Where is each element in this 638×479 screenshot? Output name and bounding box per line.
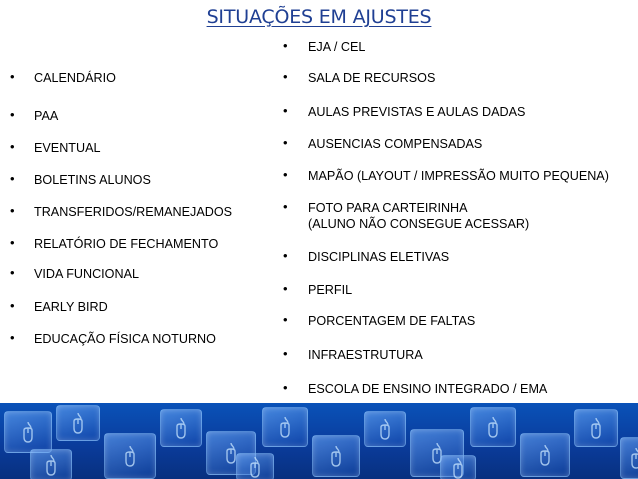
banner-tile [56,405,100,441]
mouse-icon [248,456,262,478]
bullet: • [283,199,288,214]
bullet: • [283,38,288,53]
banner-tile [364,411,406,447]
mouse-icon [329,445,343,467]
bullet: • [10,235,15,250]
bullet: • [283,312,288,327]
banner-tile [160,409,202,447]
bullet: • [10,69,15,84]
banner-tile [30,449,72,479]
item-label: EJA / CEL [308,40,366,54]
bullet: • [283,248,288,263]
banner-tile [440,455,476,479]
bullet: • [10,139,15,154]
bullet: • [283,167,288,182]
item-label: EARLY BIRD [34,300,108,314]
footer-banner [0,403,638,479]
mouse-icon [538,444,552,466]
item-label: AUSENCIAS COMPENSADAS [308,137,483,151]
mouse-icon [44,454,58,476]
item-label: EVENTUAL [34,141,101,155]
item-label: RELATÓRIO DE FECHAMENTO [34,237,219,251]
bullet: • [283,69,288,84]
bullet: • [10,298,15,313]
bullet: • [10,330,15,345]
item-label: EDUCAÇÃO FÍSICA NOTURNO [34,332,216,346]
item-label: SALA DE RECURSOS [308,71,436,85]
item-label: VIDA FUNCIONAL [34,267,139,281]
banner-tile [4,411,52,453]
bullet: • [10,171,15,186]
mouse-icon [71,412,85,434]
bullet: • [283,346,288,361]
bullet: • [10,203,15,218]
item-label: FOTO PARA CARTEIRINHA (ALUNO NÃO CONSEGUE ACESSAR) [308,201,530,231]
bullet: • [283,380,288,395]
bullet: • [283,135,288,150]
banner-tile [262,407,308,447]
item-label: PORCENTAGEM DE FALTAS [308,314,476,328]
bullet: • [10,107,15,122]
item-label: BOLETINS ALUNOS [34,173,151,187]
item-label: ESCOLA DE ENSINO INTEGRADO / EMA [308,382,548,396]
mouse-icon [378,418,392,440]
mouse-icon [629,447,638,469]
banner-tile [236,453,274,479]
banner-tile [520,433,570,477]
item-label: PERFIL [308,283,353,297]
banner-tile [620,437,638,479]
mouse-icon [589,417,603,439]
banner-tile [312,435,360,477]
item-label: PAA [34,109,59,123]
bullet: • [283,103,288,118]
slide-title: SITUAÇÕES EM AJUSTES [206,6,432,28]
item-label: TRANSFERIDOS/REMANEJADOS [34,205,233,219]
banner-tile [104,433,156,479]
mouse-icon [451,457,465,479]
item-label: MAPÃO (LAYOUT / IMPRESSÃO MUITO PEQUENA) [308,169,609,183]
banner-tile [574,409,618,447]
mouse-icon [123,445,137,467]
bullet: • [283,281,288,296]
item-label: DISCIPLINAS ELETIVAS [308,250,450,264]
bullet: • [10,265,15,280]
banner-tile [470,407,516,447]
mouse-icon [278,416,292,438]
mouse-icon [21,421,35,443]
mouse-icon [486,416,500,438]
item-label: AULAS PREVISTAS E AULAS DADAS [308,105,526,119]
mouse-icon [174,417,188,439]
item-label: INFRAESTRUTURA [308,348,423,362]
item-label: CALENDÁRIO [34,71,116,85]
